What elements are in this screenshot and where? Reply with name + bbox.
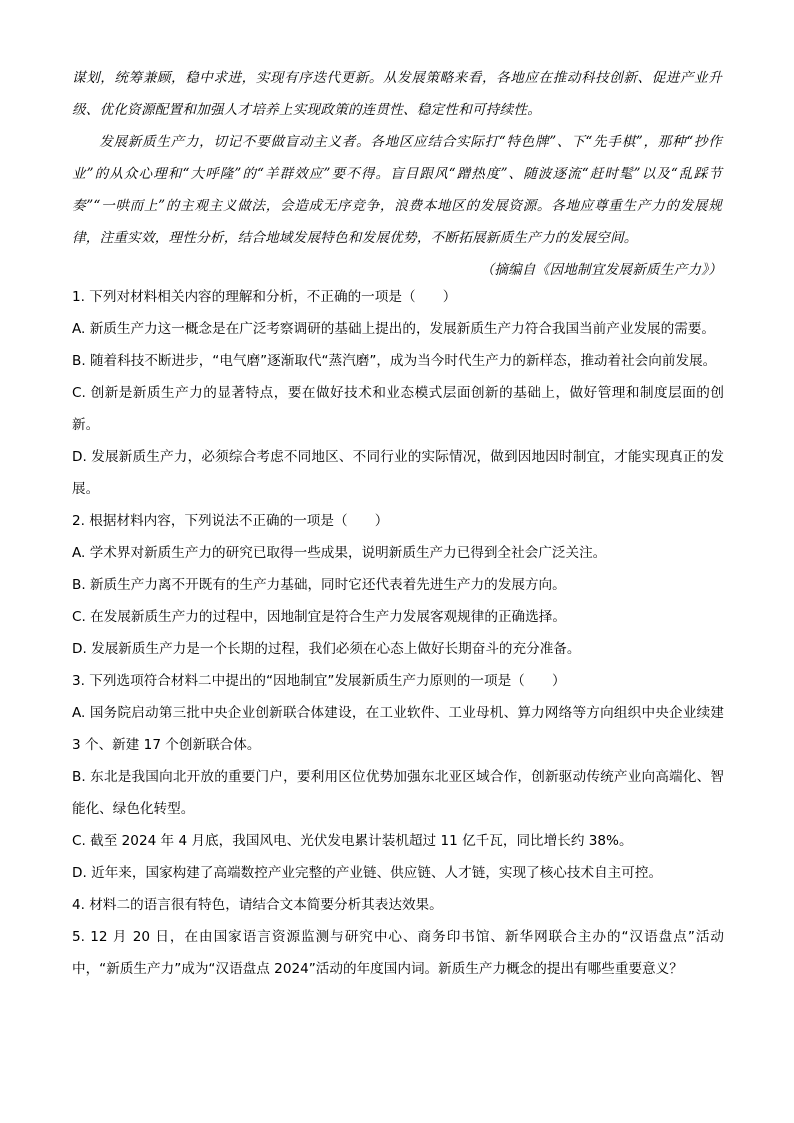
question-stem: 3. 下列选项符合材料二中提出的“因地制宜”发展新质生产力原则的一项是（ ） — [72, 673, 566, 689]
question-stem: 4. 材料二的语言很有特色，请结合文本简要分析其表达效果。 — [72, 897, 443, 913]
material-paragraph-2: 发展新质生产力，切记不要做盲动主义者。各地区应结合实际打“特色牌”、下“先手棋”，那种“抄作业”的从众心理和“大呼隆”的“羊群效应”要不得。盲目跟风“蹭热度”、随波逐流“赶时髦”以及“乱踩节奏”“一哄而上”的主观主义做法，会造成无序竞争，浪费本地区的发展资源。各地应尊重生产力的发展规律，注重实效，理性分析，结合地域发展特色和发展优势，不断拓展新质生产力的发展空间。 — [72, 134, 722, 246]
option-c: C. 在发展新质生产力的过程中，因地制宜是符合生产力发展客观规律的正确选择。 — [72, 609, 566, 625]
option-a: A. 学术界对新质生产力的研究已取得一些成果，说明新质生产力已得到全社会广泛关注。 — [72, 545, 607, 561]
option-b: B. 东北是我国向北开放的重要门户，要利用区位优势加强东北亚区域合作，创新驱动传统产业向高端化、智能化、绿色化转型。 — [72, 769, 724, 817]
question-stem: 5. 12 月 20 日，在由国家语言资源监测与研究中心、商务印书馆、新华网联合主办的“汉语盘点”活动中，“新质生产力”成为“汉语盘点 2024”活动的年度国内词。新质生产力概念的提出有哪些重要意义？ — [72, 929, 724, 977]
material-paragraph-1: 谋划，统筹兼顾，稳中求进，实现有序迭代更新。从发展策略来看，各地应在推动科技创新、促进产业升级、优化资源配置和加强人才培养上实现政策的连贯性、稳定性和可持续性。 — [72, 70, 722, 118]
question-3 — [72, 665, 724, 889]
option-a: A. 国务院启动第三批中央企业创新联合体建设，在工业软件、工业母机、算力网络等方向组织中央企业续建 3 个、新建 17 个创新联合体。 — [72, 705, 724, 753]
question-list — [72, 281, 724, 985]
reading-material — [72, 62, 722, 286]
material-source: （摘编自《因地制宜发展新质生产力》） — [480, 262, 722, 278]
question-1 — [72, 281, 724, 505]
option-a: A. 新质生产力这一概念是在广泛考察调研的基础上提出的，发展新质生产力符合我国当前产业发展的需要。 — [72, 321, 716, 337]
question-stem: 2. 根据材料内容，下列说法不正确的一项是（ ） — [72, 513, 389, 529]
question-5 — [72, 921, 724, 985]
option-b: B. 新质生产力离不开既有的生产力基础，同时它还代表着先进生产力的发展方向。 — [72, 577, 566, 593]
option-c: C. 截至 2024 年 4 月底，我国风电、光伏发电累计装机超过 11 亿千瓦，同比增长约 38%。 — [72, 833, 633, 849]
option-c: C. 创新是新质生产力的显著特点，要在做好技术和业态模式层面创新的基础上，做好管理和制度层面的创新。 — [72, 385, 724, 433]
question-4 — [72, 889, 724, 921]
option-d: D. 发展新质生产力，必须综合考虑不同地区、不同行业的实际情况，做到因地因时制宜，才能实现真正的发展。 — [72, 449, 724, 497]
option-d: D. 发展新质生产力是一个长期的过程，我们必须在心态上做好长期奋斗的充分准备。 — [72, 641, 581, 657]
question-stem: 1. 下列对材料相关内容的理解和分析，不正确的一项是（ ） — [72, 289, 457, 305]
question-2 — [72, 505, 724, 665]
option-d: D. 近年来，国家构建了高端数控产业完整的产业链、供应链、人才链，实现了核心技术自主可控。 — [72, 865, 663, 881]
option-b: B. 随着科技不断进步，“电气磨”逐渐取代“蒸汽磨”，成为当今时代生产力的新样态，推动着社会向前发展。 — [72, 353, 717, 369]
